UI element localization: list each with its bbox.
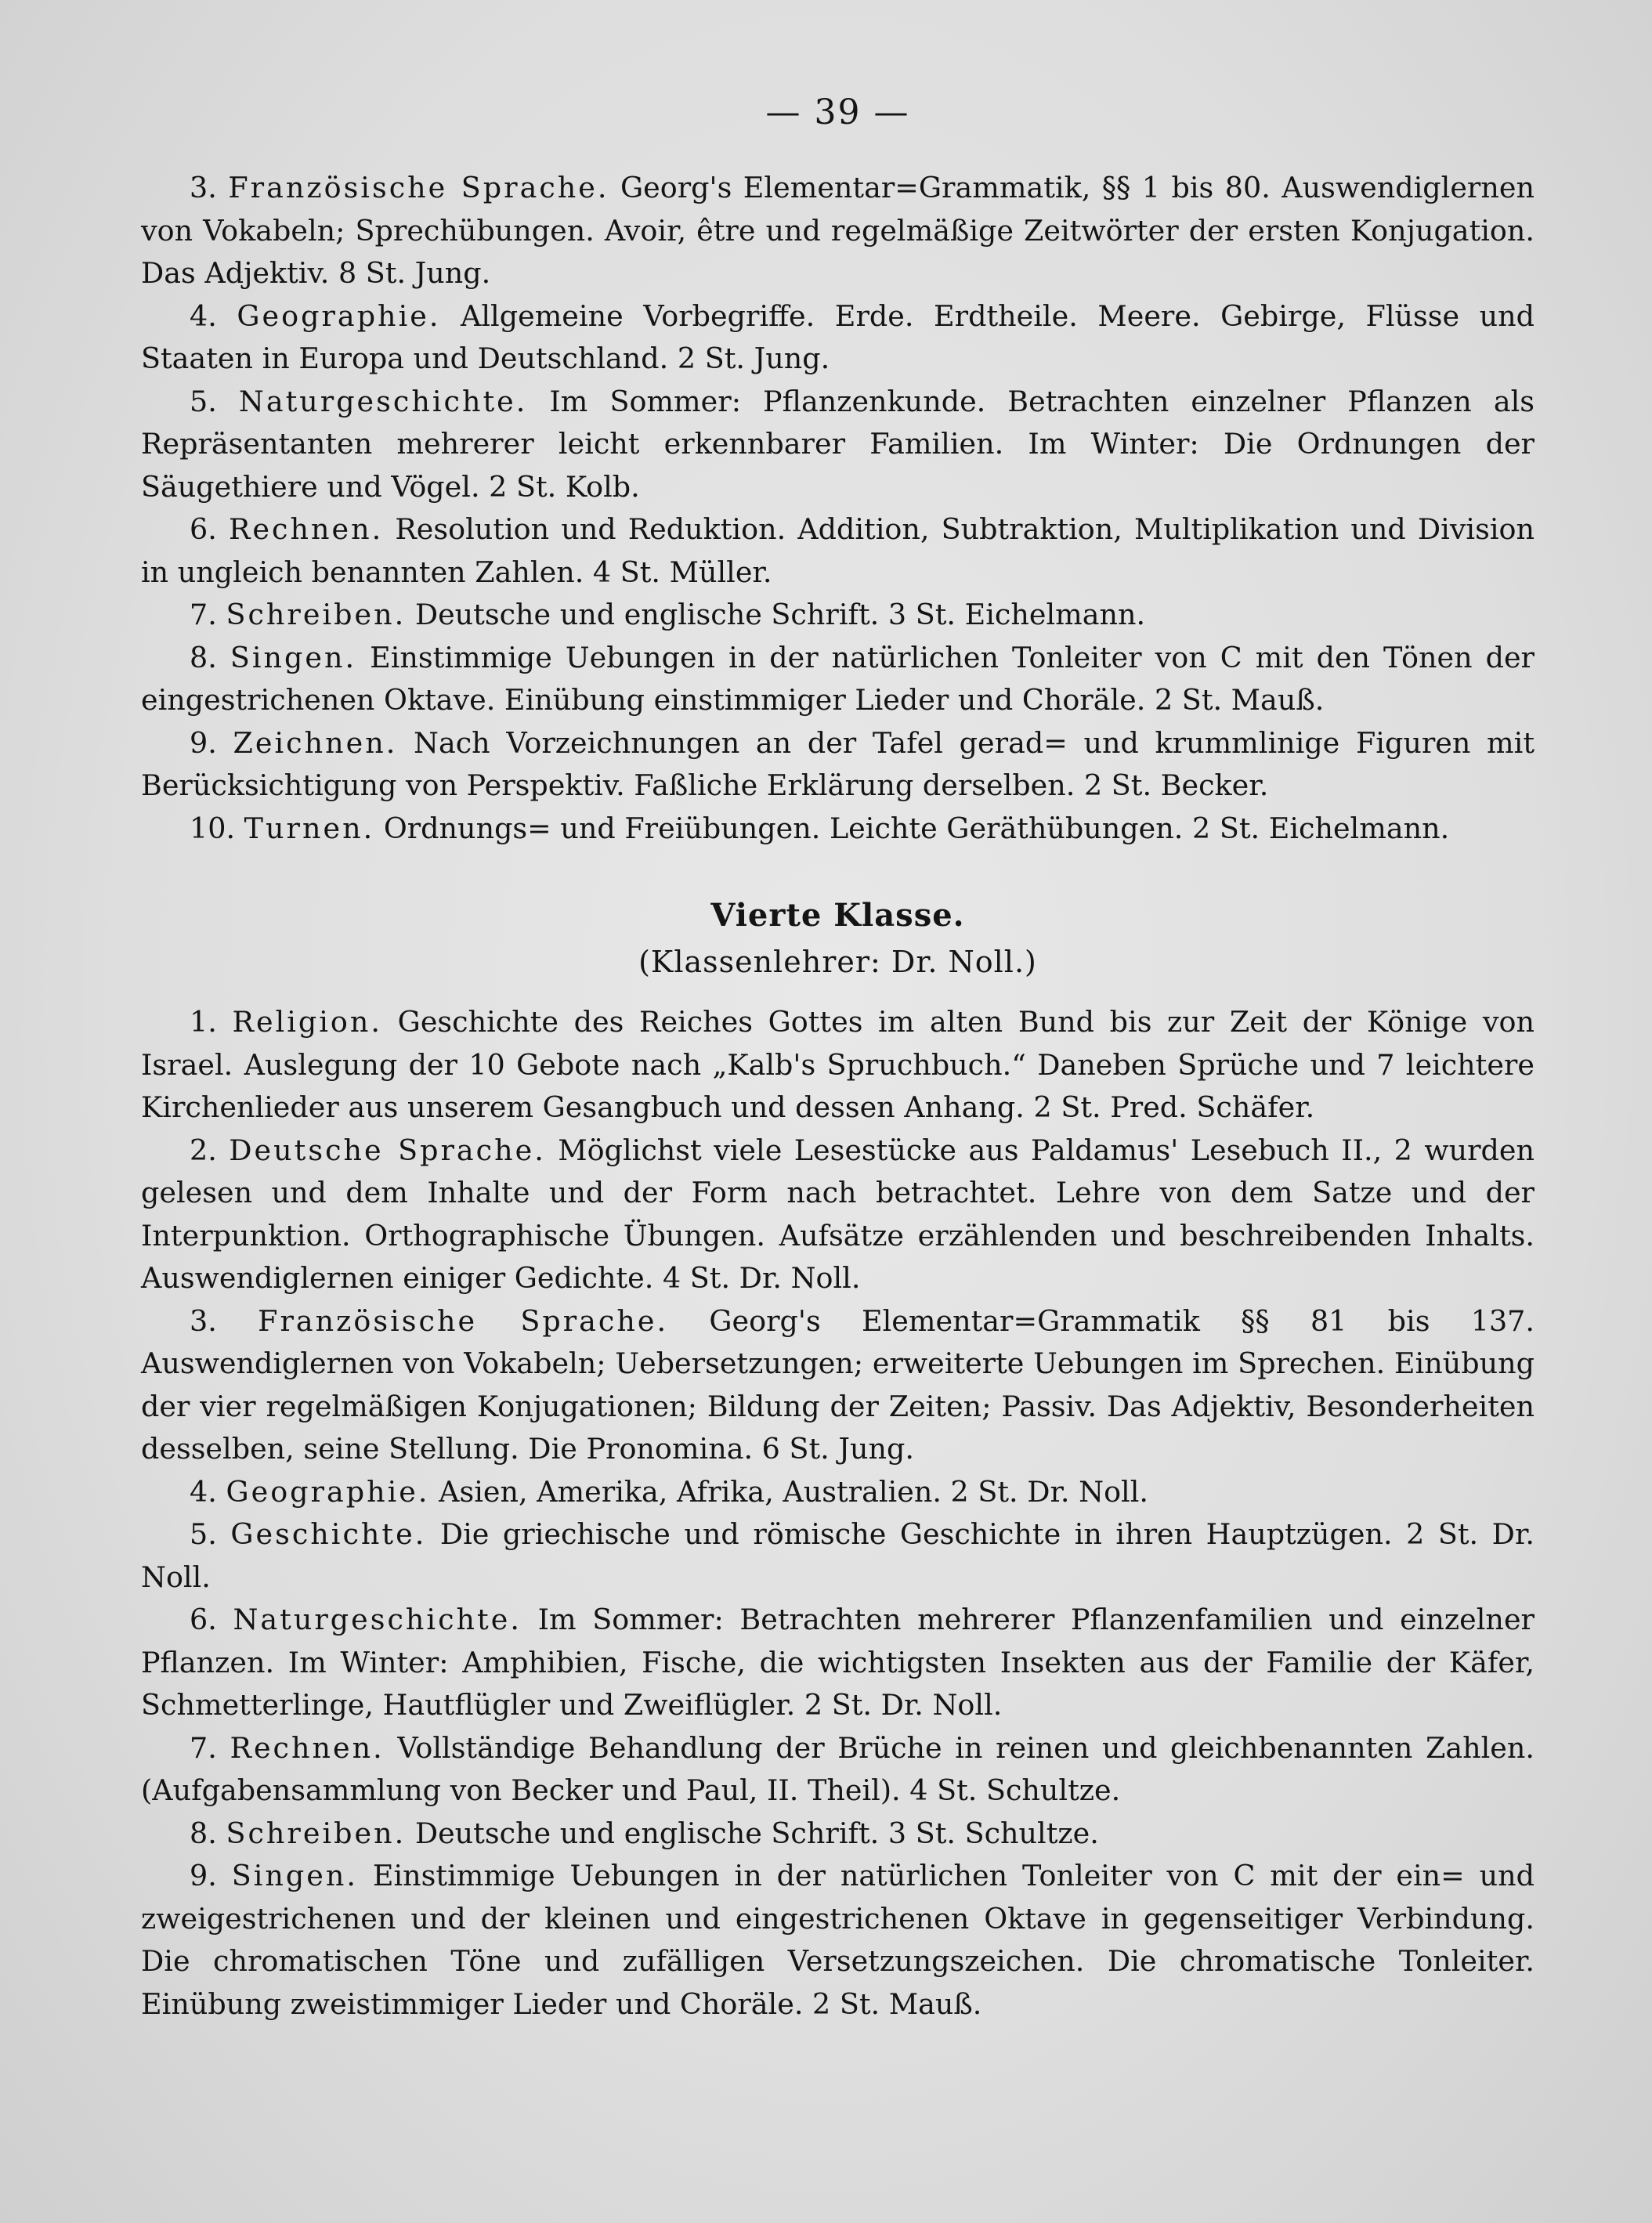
item-number: 7. xyxy=(190,1730,217,1765)
section-fifth-class-subjects xyxy=(141,167,1535,850)
item-number: 4. xyxy=(190,1474,217,1509)
subject-text: Deutsche und englische Schrift. 3 St. Schultze. xyxy=(414,1816,1099,1850)
subject-title: Geographie. xyxy=(226,1474,430,1509)
subject-paragraph xyxy=(141,1471,1535,1514)
subject-text: Asien, Amerika, Afrika, Australien. 2 St. Dr. Noll. xyxy=(439,1474,1148,1509)
subject-title: Singen. xyxy=(231,1859,358,1892)
item-number: 9. xyxy=(190,725,217,760)
item-number: 8. xyxy=(190,640,217,674)
item-number: 5. xyxy=(190,1517,217,1551)
subject-text: Einstimmige Uebungen in der natürlichen Tonleiter von C mit der ein= und zweigestrichenen und der kleinen und eingestrichenen Oktave in gegenseitiger Verbindung. Die chromatischen Töne und zufälligen Versetzungszeichen. Die chromatische Tonleiter. Einübung zweistimmiger Lieder und Choräle. 2 St. Mauß. xyxy=(141,1859,1535,2021)
item-number: 7. xyxy=(190,598,217,631)
subject-paragraph xyxy=(141,1813,1535,1856)
item-number: 1. xyxy=(190,1005,217,1039)
subject-title: Religion. xyxy=(232,1005,383,1039)
subject-text: Georg's Elementar=Grammatik §§ 81 bis 137. Auswendiglernen von Vokabeln; Uebersetzungen; erweiterte Uebungen im Sprechen. Einübung der vier regelmäßigen Konjugationen; Bildung der Zeiten; Passiv. Das Adjektiv, Besonderheiten desselben, seine Stellung. Die Pronomina. 6 St. Jung. xyxy=(141,1303,1535,1466)
subject-text: Resolution und Reduktion. Addition, Subtraktion, Multiplikation und Division in ungleich benannten Zahlen. 4 St. Müller. xyxy=(141,512,1535,589)
subject-paragraph xyxy=(141,637,1535,722)
subject-paragraph xyxy=(141,1855,1535,2026)
subject-title: Naturgeschichte. xyxy=(238,384,528,418)
class-teacher: (Klassenlehrer: Dr. Noll.) xyxy=(638,945,1037,979)
item-number: 3. xyxy=(190,1303,217,1338)
subject-text: Georg's Elementar=Grammatik, §§ 1 bis 80. Auswendiglernen von Vokabeln; Sprechübungen. Avoir, être und regelmäßige Zeitwörter der ersten Konjugation. Das Adjektiv. 8 St. Jung. xyxy=(141,171,1535,290)
subject-text: Deutsche und englische Schrift. 3 St. Eichelmann. xyxy=(414,598,1146,631)
subject-title: Zeichnen. xyxy=(233,725,398,760)
subject-text: Einstimmige Uebungen in der natürlichen Tonleiter von C mit den Tönen der eingestrichenen Oktave. Einübung einstimmiger Lieder und Choräle. 2 St. Mauß. xyxy=(141,640,1535,717)
subject-paragraph xyxy=(141,594,1535,637)
item-number: 8. xyxy=(190,1816,217,1850)
subject-paragraph xyxy=(141,1001,1535,1130)
subject-text: Im Sommer: Betrachten mehrerer Pflanzenfamilien und einzelner Pflanzen. Im Winter: Amphibien, Fische, die wichtigsten Insekten aus der Familie der Käfer, Schmetterlinge, Hautflügler und Zweiflügler. 2 St. Dr. Noll. xyxy=(141,1603,1535,1722)
subject-title: Schreiben. xyxy=(226,1816,407,1850)
item-number: 10. xyxy=(190,811,236,845)
subject-paragraph xyxy=(141,1599,1535,1727)
subject-title: Deutsche Sprache. xyxy=(229,1133,546,1167)
subject-paragraph xyxy=(141,1130,1535,1300)
subject-paragraph xyxy=(141,1300,1535,1471)
subject-text: Die griechische und römische Geschichte in ihren Hauptzügen. 2 St. Dr. Noll. xyxy=(141,1517,1535,1594)
item-number: 6. xyxy=(190,1603,217,1636)
subject-title: Geschichte. xyxy=(230,1517,427,1551)
subject-title: Französische Sprache. xyxy=(228,171,609,204)
subject-title: Schreiben. xyxy=(226,598,407,631)
subject-paragraph xyxy=(141,1727,1535,1813)
subject-title: Turnen. xyxy=(244,811,375,845)
page-number: — 39 — xyxy=(765,92,910,132)
subject-text: Nach Vorzeichnungen an der Tafel gerad= und krummlinige Figuren mit Berücksichtigung von Perspektiv. Faßliche Erklärung derselben. 2 St. Becker. xyxy=(141,725,1535,802)
item-number: 3. xyxy=(190,171,217,204)
item-number: 2. xyxy=(190,1133,217,1167)
item-number: 6. xyxy=(190,512,217,546)
subject-title: Singen. xyxy=(230,640,357,674)
subject-text: Im Sommer: Pflanzenkunde. Betrachten einzelner Pflanzen als Repräsentanten mehrerer leicht erkennbarer Familien. Im Winter: Die Ordnungen der Säugethiere und Vögel. 2 St. Kolb. xyxy=(141,384,1535,504)
class-heading: Vierte Klasse. xyxy=(710,897,965,934)
subject-paragraph xyxy=(141,295,1535,381)
subject-text: Vollständige Behandlung der Brüche in reinen und gleichbenannten Zahlen. (Aufgabensammlung von Becker und Paul, II. Theil). 4 St. Schultze. xyxy=(141,1730,1535,1807)
subject-title: Rechnen. xyxy=(230,1730,385,1765)
subject-paragraph xyxy=(141,381,1535,509)
subject-title: Geographie. xyxy=(237,298,441,333)
subject-text: Geschichte des Reiches Gottes im alten Bund bis zur Zeit der Könige von Israel. Auslegung der 10 Gebote nach „Kalb's Spruchbuch.“ Daneben Sprüche und 7 leichtere Kirchenlieder aus unserem Gesangbuch und dessen Anhang. 2 St. Pred. Schäfer. xyxy=(141,1005,1535,1124)
subject-text: Allgemeine Vorbegriffe. Erde. Erdtheile. Meere. Gebirge, Flüsse und Staaten in Europa und Deutschland. 2 St. Jung. xyxy=(141,298,1535,375)
subject-paragraph xyxy=(141,167,1535,295)
subject-paragraph xyxy=(141,508,1535,594)
section-fourth-class-subjects xyxy=(141,1001,1535,2026)
subject-text: Ordnungs= und Freiübungen. Leichte Geräthübungen. 2 St. Eichelmann. xyxy=(383,811,1450,845)
item-number: 4. xyxy=(190,298,217,333)
subject-paragraph xyxy=(141,722,1535,808)
subject-paragraph xyxy=(141,1513,1535,1599)
subject-title: Französische Sprache. xyxy=(258,1303,669,1338)
subject-paragraph xyxy=(141,808,1535,851)
subject-text: Möglichst viele Lesestücke aus Paldamus' Lesebuch II., 2 wurden gelesen und dem Inhalte und der Form nach betrachtet. Lehre von dem Satze und der Interpunktion. Orthographische Übungen. Aufsätze erzählenden und beschreibenden Inhalts. Auswendiglernen einiger Gedichte. 4 St. Dr. Noll. xyxy=(141,1133,1535,1295)
item-number: 5. xyxy=(190,384,217,418)
subject-title: Rechnen. xyxy=(228,512,384,546)
subject-title: Naturgeschichte. xyxy=(233,1603,522,1636)
item-number: 9. xyxy=(190,1859,217,1892)
